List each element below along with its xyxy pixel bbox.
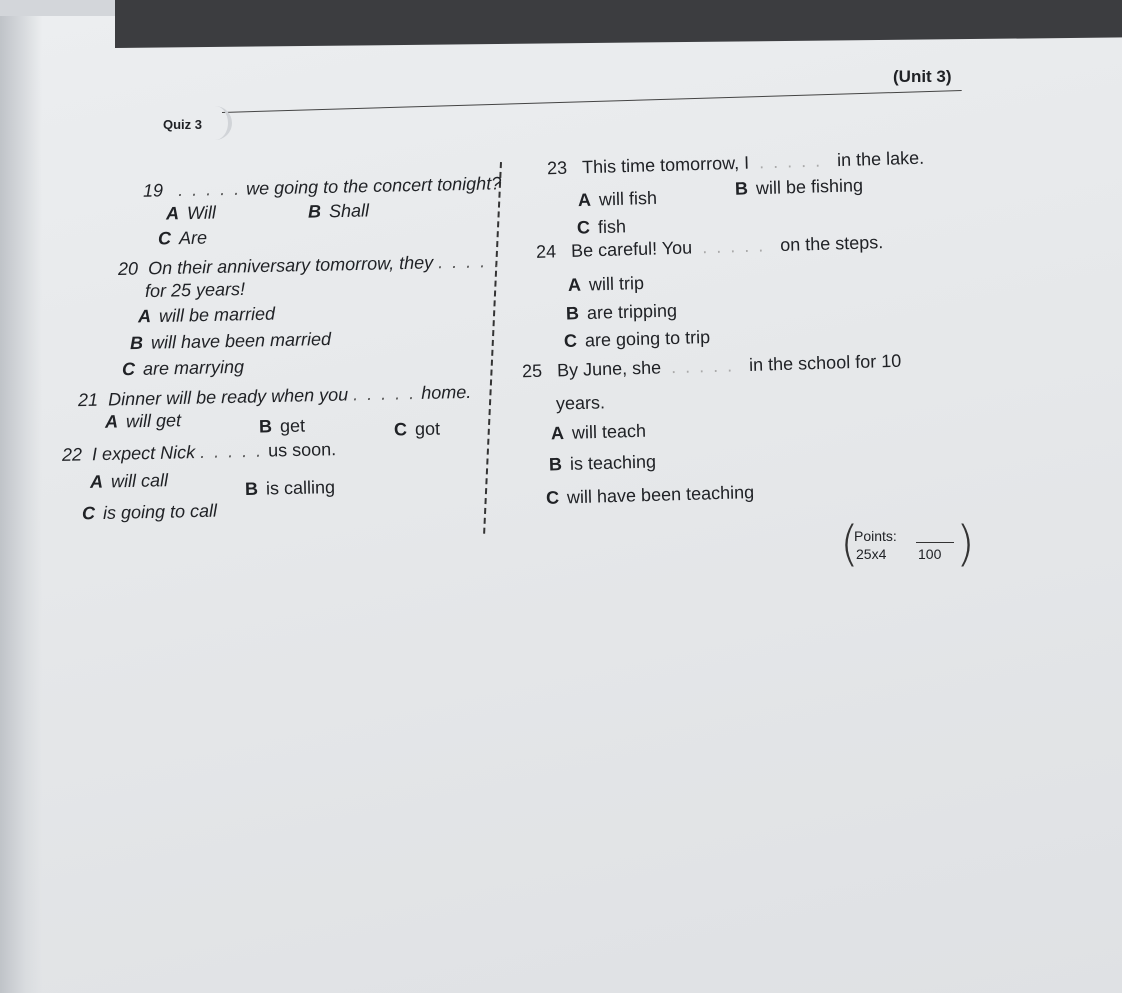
option-text: are marrying (142, 356, 245, 379)
option-letter: A (550, 422, 565, 444)
option-c (82, 501, 217, 525)
answer-blank: . . . . . (437, 250, 502, 273)
option-letter: C (157, 228, 172, 249)
option-text: will have been married (150, 328, 332, 353)
option-b (735, 175, 864, 200)
option-letter: B (258, 416, 273, 437)
question-number: 22 (61, 444, 83, 465)
option-text: is calling (265, 477, 336, 499)
answer-blank: . . . . . (199, 440, 264, 462)
question-text: By June, she (556, 357, 662, 381)
question-text: Dinner will be ready when you (107, 384, 349, 410)
question-text-end: in the lake. (836, 147, 925, 171)
option-a (568, 273, 645, 296)
option-letter: A (165, 203, 180, 224)
answer-blank: . . . . . (670, 355, 735, 378)
option-text: will get (125, 410, 182, 432)
option-b (549, 452, 657, 476)
question-text-end: us soon. (267, 439, 337, 461)
question-text: This time tomorrow, I (581, 152, 750, 178)
quiz-label: Quiz 3 (163, 117, 203, 132)
question-number: 25 (521, 360, 543, 382)
option-c (394, 419, 440, 441)
option-letter: A (137, 306, 152, 327)
option-letter: A (104, 411, 119, 432)
option-text: are going to trip (584, 326, 711, 351)
option-letter: B (307, 201, 322, 222)
right-paren: ) (956, 516, 975, 572)
question-text: On their anniversary tomorrow, they (147, 252, 434, 279)
option-text: is going to call (102, 500, 218, 523)
option-text: get (279, 415, 306, 437)
question-number: 24 (535, 241, 557, 262)
option-b (308, 200, 369, 222)
option-letter: B (734, 178, 749, 199)
question-text: Be careful! You (570, 237, 693, 261)
option-b (566, 300, 678, 324)
option-b (130, 329, 331, 354)
option-text: Will (186, 202, 217, 224)
option-b (259, 416, 305, 438)
option-letter: A (567, 274, 582, 296)
option-letter: C (563, 330, 578, 352)
option-a (551, 421, 647, 445)
answer-blank: . . . . . (177, 178, 242, 201)
option-text: will be fishing (755, 175, 864, 199)
points-calc: 25x4 (856, 546, 887, 562)
question-text-end: in the school for 10 (748, 350, 902, 375)
option-letter: C (576, 217, 591, 238)
option-text: fish (597, 216, 627, 238)
option-text: are tripping (586, 300, 678, 323)
score-line (916, 542, 954, 543)
answer-blank: . . . . . (758, 150, 823, 173)
question-20-line2: for 25 years! (144, 278, 246, 302)
option-text: will have been teaching (566, 482, 755, 508)
option-c (122, 357, 244, 381)
unit-label: (Unit 3) (893, 67, 952, 86)
points-total: 100 (918, 546, 942, 562)
question-25-line2: years. (555, 392, 606, 414)
option-text: will fish (598, 187, 658, 210)
option-a (105, 410, 181, 433)
option-text: got (414, 418, 441, 440)
question-number: 21 (77, 389, 99, 411)
option-text: will call (110, 470, 169, 492)
question-text-end: home. (420, 381, 472, 403)
option-letter: C (545, 487, 560, 508)
option-letter: B (129, 332, 144, 354)
question-number: 23 (546, 157, 568, 179)
option-text: will teach (571, 420, 647, 443)
option-letter: C (393, 419, 408, 440)
points-box (840, 516, 975, 572)
option-letter: A (577, 189, 592, 211)
question-text: I expect Nick (91, 442, 196, 465)
question-text: we going to the concert tonight? (245, 173, 502, 199)
option-text: Are (178, 227, 208, 249)
answer-blank: . . . . . (701, 235, 766, 258)
option-letter: B (565, 303, 580, 324)
answer-blank: . . . . . (352, 383, 417, 405)
option-letter: C (81, 503, 96, 524)
option-text: Shall (328, 200, 370, 222)
option-a (578, 188, 658, 211)
points-label: Points: (854, 528, 897, 544)
option-c (158, 227, 207, 249)
option-text: will trip (588, 272, 645, 295)
option-a (90, 470, 168, 493)
option-b (245, 477, 335, 500)
option-a (166, 202, 216, 224)
option-text: will be married (158, 303, 276, 326)
question-number: 19 (142, 180, 164, 201)
option-text: is teaching (569, 451, 657, 474)
left-paren: ( (840, 516, 859, 572)
option-letter: B (548, 454, 563, 475)
option-letter: B (244, 478, 259, 499)
option-letter: A (89, 471, 104, 492)
page-edge-shadow (0, 0, 42, 993)
option-c (564, 327, 711, 352)
option-letter: C (121, 359, 136, 380)
question-text-end: on the steps. (779, 232, 884, 256)
question-number: 20 (117, 258, 139, 280)
option-c (577, 216, 627, 238)
option-a (138, 304, 275, 328)
